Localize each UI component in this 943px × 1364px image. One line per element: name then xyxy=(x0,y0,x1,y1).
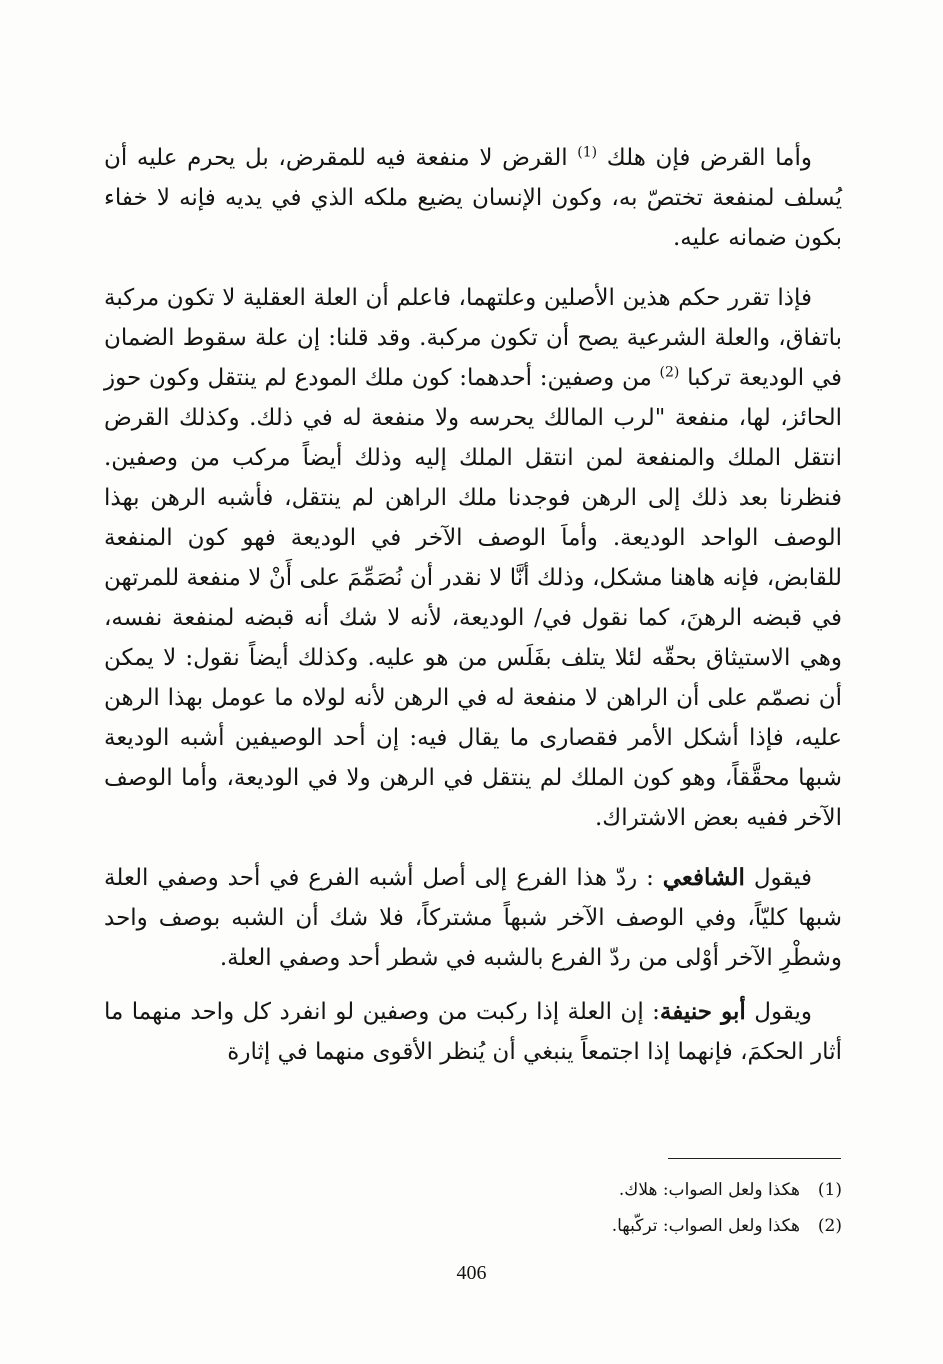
footnote-ref-2[interactable]: (2) xyxy=(659,364,680,381)
paragraph-text: ويقول xyxy=(745,999,812,1025)
footnote-2 xyxy=(104,1208,842,1244)
paragraph-text: : ردّ هذا الفرع إلى أصل أشبه الفرع في أحد وصفي العلة شبها كليّاً، وفي الوصف الآخر شبهاً مشتركاً، فلا شك أن الشبه بوصف واحد وشطْرِ الآخر أوْلى من ردّ الفرع بالشبه في شطر أحد وصفي العلة. xyxy=(104,865,842,971)
paragraph-text: من وصفين: أحدهما: كون ملك المودع لم ينتقل وكون حوز الحائز، لها، منفعة "لرب المالك يحرسه ولا منفعة له في ذلك. وكذلك القرض انتقل الملك والمنفعة لمن انتقل الملك إليه وذلك أيضاً مركب من وصفين. فنظرنا بعد ذلك إلى الرهن فوجدنا ملك الراهن لم ينتقل، فأشبه الرهن بهذا الوصف الواحد الوديعة. وأماَ الوصف الآخر في الوديعة فهو كون المنفعة للقابض، فإنه هاهنا مشكل، وذلك أنَّا لا نقدر أن نُصَمِّمَ على أَنْ لا منفعة للمرتهن في قبضه الرهنَ، كما نقول في/ الوديعة، لأنه لا شك أنه قبضه لمنفعة نفسه، وهي الاستيثاق بحقّه لئلا يتلف بفَلَس من هو عليه. وكذلك أيضاً نقول: لا يمكن أن نصمّم على أن الراهن لا منفعة له في الرهن لأنه لولاه ما عومل بهذا الرهن عليه، فإذا أشكل الأمر فقصارى ما يقال فيه: إن أحد الوصيفين أشبه الوديعة شبها محقَّقاً، وهو كون الملك لم ينتقل في الرهن ولا في الوديعة، وأما الوصف الآخر ففيه بعض الاشتراك. xyxy=(104,365,842,831)
paragraph-abu-hanifa xyxy=(104,992,842,1072)
paragraph-text: القرض لا منفعة فيه للمقرض، بل يحرم عليه أن يُسلف لمنفعة تختصّ به، وكون الإنسان يضيع ملكه الذي في يديه فإنه لا خفاء بكون ضمانه عليه. xyxy=(104,145,842,251)
footnote-number: (1) xyxy=(817,1180,842,1200)
paragraph-shafii xyxy=(104,858,842,978)
footnote-text: هكذا ولعل الصواب: هلاك. xyxy=(618,1180,800,1200)
main-text xyxy=(104,138,842,1092)
paragraph-text: : إن العلة إذا ركبت من وصفين لو انفرد كل واحد منهما ما أثار الحكمَ، فإنهما إذا اجتمعاً ينبغي أن يُنظر الأقوى منهما في إثارة xyxy=(104,999,842,1065)
footnote-divider xyxy=(668,1158,841,1159)
footnote-1 xyxy=(104,1172,842,1208)
page-number: 406 xyxy=(456,1262,487,1284)
footnote-ref-1[interactable]: (1) xyxy=(577,144,598,161)
paragraph-loan xyxy=(104,138,842,258)
footnote-number: (2) xyxy=(817,1216,842,1236)
scholar-name: أبو حنيفة xyxy=(659,998,746,1025)
paragraph-text: وأما القرض فإن هلك xyxy=(597,145,812,171)
footnote-text: هكذا ولعل الصواب: تركّبها. xyxy=(611,1216,800,1236)
scholar-name: الشافعي xyxy=(662,864,745,891)
footnotes xyxy=(104,1172,842,1244)
paragraph-text: فيقول xyxy=(744,865,812,891)
paragraph-composite-cause xyxy=(104,278,842,838)
paragraph-text: فإذا تقرر حكم هذين الأصلين وعلتهما، فاعلم أن العلة العقلية لا تكون مركبة باتفاق، والعلة الشرعية يصح أن تكون مركبة. وقد قلنا: إن علة سقوط الضمان في الوديعة تركبا xyxy=(104,285,842,391)
